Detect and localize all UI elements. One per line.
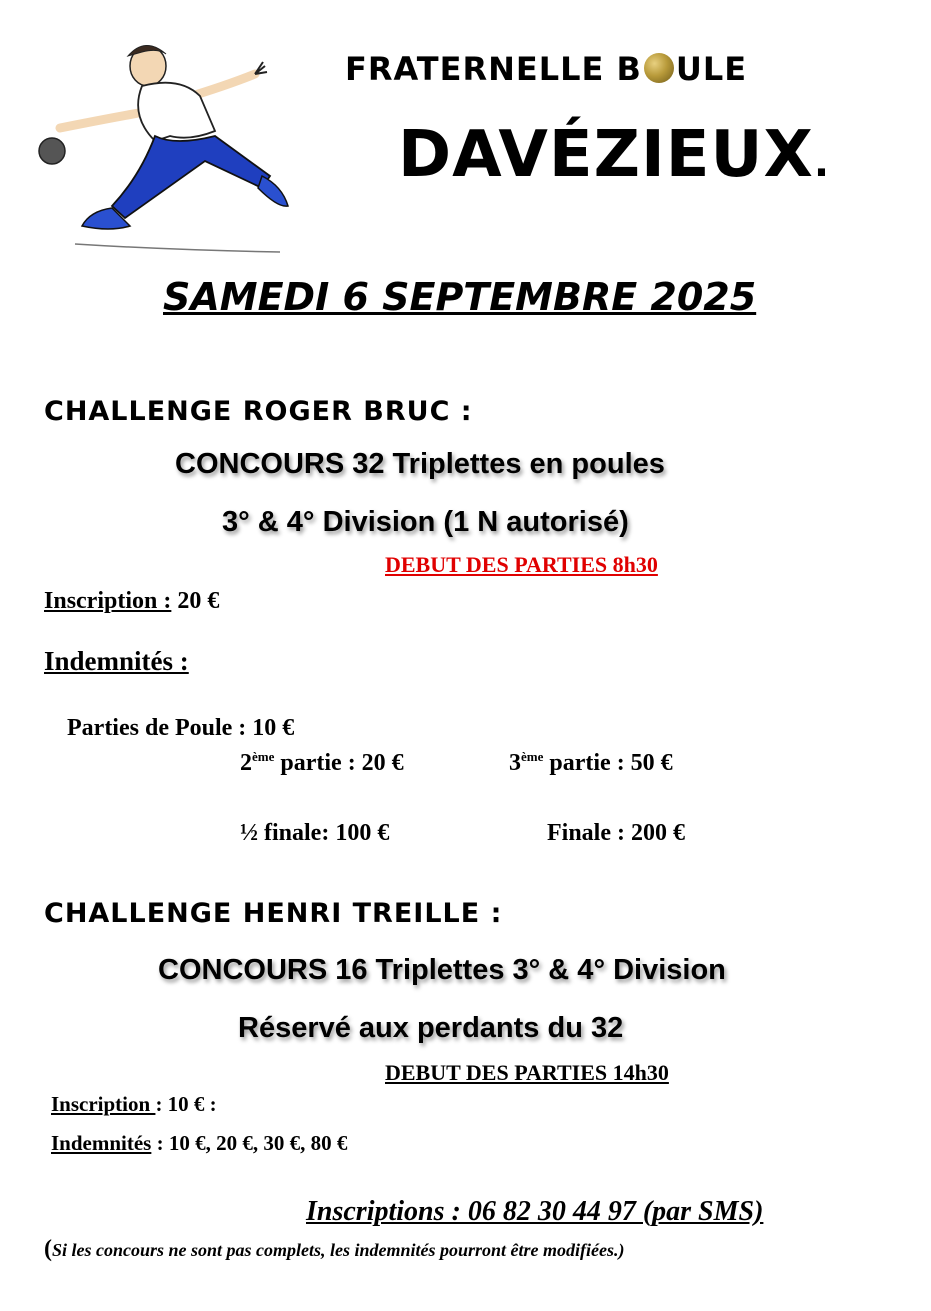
challenge2-line2: Réservé aux perdants du 32 [238, 1012, 624, 1044]
petanque-ball-icon [644, 53, 674, 83]
challenge2-indemnites-value: : 10 €, 20 €, 30 €, 80 € [151, 1131, 348, 1155]
petanque-player-illustration [30, 36, 290, 266]
event-date: SAMEDI 6 SEPTEMBRE 2025 [163, 275, 757, 319]
final-prize: Finale : 200 € [547, 820, 685, 846]
third-game-text: partie : 50 € [543, 750, 673, 776]
third-game-sup: ème [521, 749, 544, 764]
challenge2-indemnites [51, 1131, 347, 1156]
disclaimer-note [44, 1236, 625, 1263]
second-game-sup: ème [252, 749, 275, 764]
poule-label: Parties de Poule : [67, 715, 247, 741]
club-name-part-b: ULE [675, 50, 748, 88]
challenge2-line1: CONCOURS 16 Triplettes 3° & 4° Division [158, 954, 726, 986]
poule-value: 10 € [246, 715, 295, 741]
disclaimer-text: Si les concours ne sont pas complets, les indemnités pourront être modifiées.) [52, 1240, 625, 1260]
challenge2-start-time: DEBUT DES PARTIES 14h30 [385, 1060, 669, 1085]
challenge2-inscription [51, 1092, 217, 1117]
club-name-part-a: FRATERNELLE B [345, 50, 642, 88]
challenge1-line2: 3° & 4° Division (1 N autorisé) [222, 506, 629, 538]
second-game-prize [240, 750, 404, 777]
challenge1-line1: CONCOURS 32 Triplettes en poules [175, 448, 665, 480]
contact-inscriptions: Inscriptions : 06 82 30 44 97 (par SMS) [306, 1196, 764, 1227]
challenge1-start-time: DEBUT DES PARTIES 8h30 [385, 552, 658, 577]
challenge1-inscription-value: 20 € [171, 588, 220, 614]
club-name-line1 [345, 50, 747, 88]
second-game-num: 2 [240, 750, 252, 776]
third-game-prize [509, 750, 673, 777]
challenge1-inscription [44, 588, 219, 615]
challenge2-indemnites-label: Indemnités [51, 1131, 152, 1155]
challenge1-inscription-label: Inscription : [44, 588, 172, 614]
challenge1-indemnites-label: Indemnités : [44, 646, 189, 676]
challenge2-inscription-label: Inscription [51, 1092, 156, 1116]
club-town [398, 118, 830, 192]
disclaimer-paren: ( [44, 1236, 52, 1262]
club-town-name: DAVÉZIEUX [398, 118, 814, 192]
poule-prize [67, 715, 294, 742]
challenge2-title: CHALLENGE HENRI TREILLE : [44, 898, 503, 929]
challenge1-title: CHALLENGE ROGER BRUC : [44, 396, 473, 427]
third-game-num: 3 [509, 750, 521, 776]
challenge2-inscription-value: : 10 € : [155, 1092, 217, 1116]
semi-final-prize: ½ finale: 100 € [240, 820, 390, 846]
second-game-text: partie : 20 € [274, 750, 404, 776]
club-town-dot: . [813, 140, 831, 186]
